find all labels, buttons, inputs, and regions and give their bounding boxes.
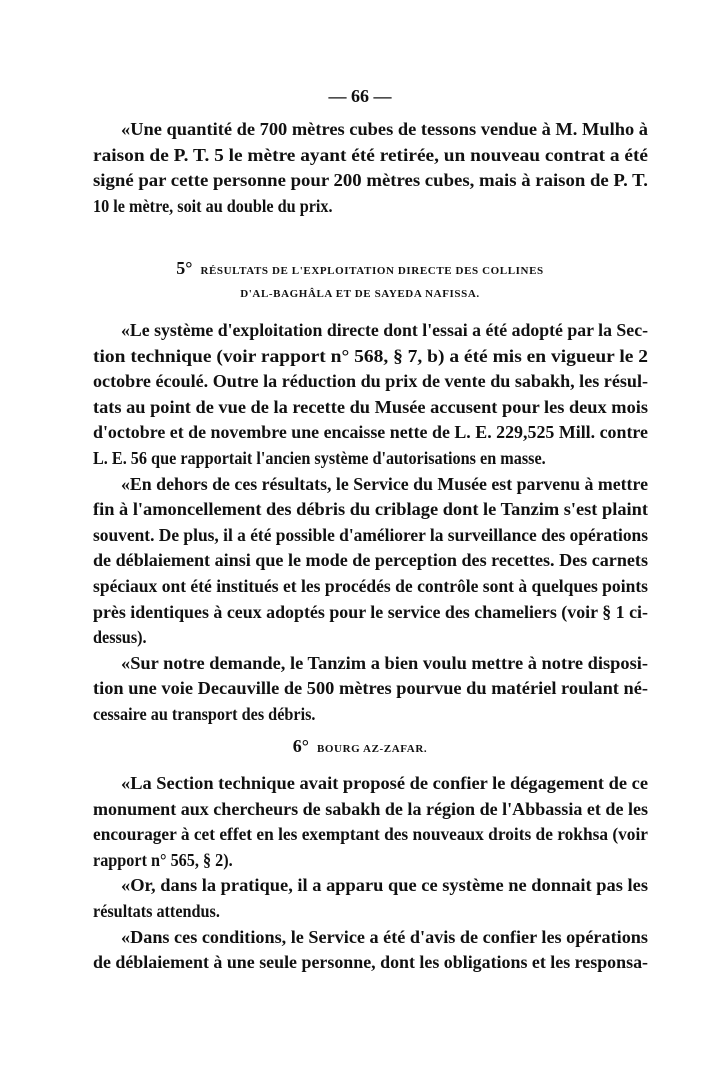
- text-line-content: résultats attendus.: [93, 900, 220, 921]
- text-line: [93, 797, 648, 823]
- text-line: [93, 369, 648, 395]
- text-line: [93, 472, 648, 498]
- paragraphs-exploitation: [93, 318, 648, 728]
- text-line: [93, 702, 648, 728]
- page-number: — 66 —: [328, 86, 392, 106]
- text-line: [93, 194, 648, 220]
- section-number: 6°: [292, 736, 309, 756]
- text-line: [93, 523, 648, 549]
- text-line-content: «Une quantité de 700 mètres cubes de tessons vendue à M. Mulho à: [121, 119, 648, 139]
- text-line-content: raison de P. T. 5 le mètre ayant été retirée, un nouveau contrat a été: [93, 144, 648, 165]
- section-title-line2: D'AL-BAGHÂLA ET DE SAYEDA NAFISSA.: [240, 288, 480, 300]
- paragraphs-bourg-az-zafar: [93, 771, 648, 976]
- text-line: [93, 143, 648, 169]
- text-line: [93, 873, 648, 899]
- text-line-content: dessus).: [93, 627, 147, 648]
- text-line: [93, 899, 648, 925]
- text-line-content: cessaire au transport des débris.: [93, 703, 316, 724]
- text-line-content: de déblaiement ainsi que le mode de perception des recettes. Des carnets: [93, 550, 648, 571]
- text-line: [93, 676, 648, 702]
- text-line-content: «En dehors de ces résultats, le Service du Musée est parvenu à mettre: [121, 473, 648, 494]
- text-line-content: octobre écoulé. Outre la réduction du prix de vente du sabakh, les résul-: [93, 371, 648, 392]
- text-line-content: monument aux chercheurs de sabakh de la région de l'Abbassia et de les: [93, 798, 648, 819]
- text-line: [93, 420, 648, 446]
- text-line: [93, 548, 648, 574]
- text-line-content: «Dans ces conditions, le Service a été d'avis de confier les opérations: [121, 926, 648, 947]
- text-line-content: L. E. 56 que rapportait l'ancien système d'autorisations en masse.: [93, 447, 546, 468]
- text-line-content: tats au point de vue de la recette du Musée accusent pour les deux mois: [93, 396, 648, 417]
- text-line: [93, 925, 648, 951]
- text-line: [93, 318, 648, 344]
- section-number: 5°: [176, 258, 193, 278]
- text-line: [93, 395, 648, 421]
- text-line: [93, 344, 648, 370]
- text-line: [93, 446, 648, 472]
- text-line-content: rapport n° 565, § 2).: [93, 849, 233, 870]
- text-line: [93, 168, 648, 194]
- text-line-content: souvent. De plus, il a été possible d'améliorer la surveillance des opérations: [93, 524, 648, 545]
- text-line-content: signé par cette personne pour 200 mètres cubes, mais à raison de P. T.: [93, 170, 648, 191]
- section-heading-5-line2: [0, 281, 720, 307]
- text-line: [93, 651, 648, 677]
- section-title: BOURG AZ-ZAFAR.: [316, 743, 428, 755]
- text-line-content: encourager à cet effet en les exemptant des nouveaux droits de rokhsa (voir: [93, 824, 648, 845]
- text-line-content: «Sur notre demande, le Tanzim a bien voulu mettre à notre disposi-: [121, 652, 648, 673]
- text-line-content: 10 le mètre, soit au double du prix.: [93, 195, 333, 216]
- text-line-content: d'octobre et de novembre une encaisse nette de L. E. 229,525 Mill. contre: [93, 422, 648, 443]
- paragraph-tessons: [93, 117, 648, 219]
- text-line: [93, 771, 648, 797]
- text-line: [93, 950, 648, 976]
- text-line-content: de déblaiement à une seule personne, dont les obligations et les responsa-: [93, 952, 648, 973]
- text-line-content: fin à l'amoncellement des débris du criblage dont le Tanzim s'est plaint: [93, 499, 648, 520]
- text-line: [93, 822, 648, 848]
- text-line-content: tion une voie Decauville de 500 mètres pourvue du matériel roulant né-: [93, 678, 648, 699]
- text-line-content: «Le système d'exploitation directe dont l'essai a été adopté par la Sec-: [121, 320, 648, 340]
- text-line: [93, 625, 648, 651]
- text-line-content: près identiques à ceux adoptés pour le service des chameliers (voir § 1 ci-: [93, 601, 648, 622]
- text-line: [93, 600, 648, 626]
- section-title-line1: RÉSULTATS DE L'EXPLOITATION DIRECTE DES COLLINES: [200, 265, 544, 277]
- text-line: [93, 574, 648, 600]
- section-heading-6: [0, 733, 720, 762]
- text-line-content: spéciaux ont été institués et les procédés de contrôle sont à quelques points: [93, 575, 648, 596]
- text-line: [93, 848, 648, 874]
- section-heading-5: [0, 255, 720, 284]
- text-line-content: «La Section technique avait proposé de confier le dégagement de ce: [121, 773, 648, 793]
- text-line: [93, 117, 648, 143]
- text-line: [93, 497, 648, 523]
- text-line-content: tion technique (voir rapport n° 568, § 7, b) a été mis en vigueur le 2: [93, 345, 648, 366]
- text-line-content: «Or, dans la pratique, il a apparu que ce système ne donnait pas les: [121, 875, 648, 896]
